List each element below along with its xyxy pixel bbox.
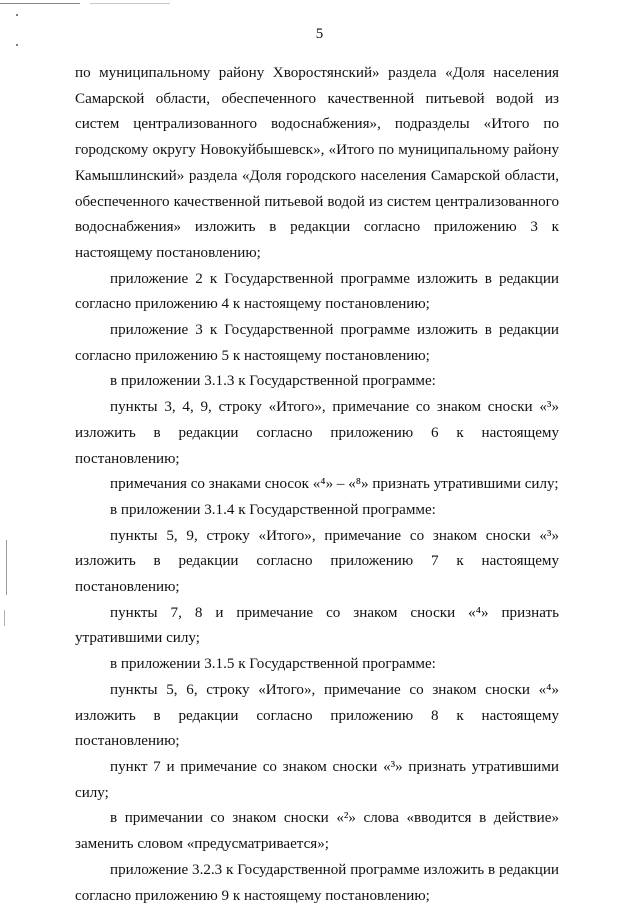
paragraph: пункты 7, 8 и примечание со знаком сноски «⁴» признать утратившими силу; [75,604,559,647]
paragraph: пункты 5, 9, строку «Итого», примечание со знаком сноски «³» изложить в редакции согласно приложению 7 к настоящему постановлению; [75,527,559,596]
paragraph: в приложении 3.1.5 к Государственной программе: [110,656,436,673]
paragraph: пункты 3, 4, 9, строку «Итого», примечание со знаком сноски «³» изложить в редакции согласно приложению 6 к настоящему постановлению; [75,399,559,467]
paragraph: примечания со знаками сносок «⁴» – «⁸» признать утратившими силу; [110,476,559,493]
scan-artifact-dot [16,14,18,16]
paragraph: в приложении 3.1.4 к Государственной программе: [110,501,436,518]
scan-artifact-line [6,540,7,595]
scan-artifact-line [90,3,170,4]
paragraph: приложение 2 к Государственной программе изложить в редакции согласно приложению 4 к настоящему постановлению; [75,270,559,313]
paragraph: приложение 3.2.3 к Государственной программе изложить в редакции согласно приложению 9 к настоящему постановлению; [75,861,559,904]
paragraph: по муниципальному району Хворостянский» раздела «Доля населения Самарской области, обеспеченного качественной питьевой водой из систем централизованного водоснабжения», подразделы «Итого по городскому округу Новокуйбышевск», «Итого по муниципальному району Камышлинский» раздела «Доля городского населения Самарской области, обеспеченного качественной питьевой водой из систем централизованного водоснабжения» изложить в редакции согласно приложению 3 к настоящему постановлению; [75,65,559,261]
paragraph: в приложении 3.1.3 к Государственной программе: [110,373,436,390]
scan-artifact-dot [16,44,18,46]
scan-artifact-line [0,3,80,4]
paragraph: пункт 7 и примечание со знаком сноски «³» признать утратившими силу; [75,758,559,801]
document-body [75,61,559,909]
page-number: 5 [315,26,324,42]
paragraph: пункты 5, 6, строку «Итого», примечание со знаком сноски «⁴» изложить в редакции согласно приложению 8 к настоящему постановлению; [75,681,559,750]
paragraph: приложение 3 к Государственной программе изложить в редакции согласно приложению 5 к настоящему постановлению; [75,322,559,364]
paragraph: в примечании со знаком сноски «²» слова «вводится в действие» заменить словом «предусматривается»; [75,810,559,853]
scan-artifact-line [4,610,5,626]
